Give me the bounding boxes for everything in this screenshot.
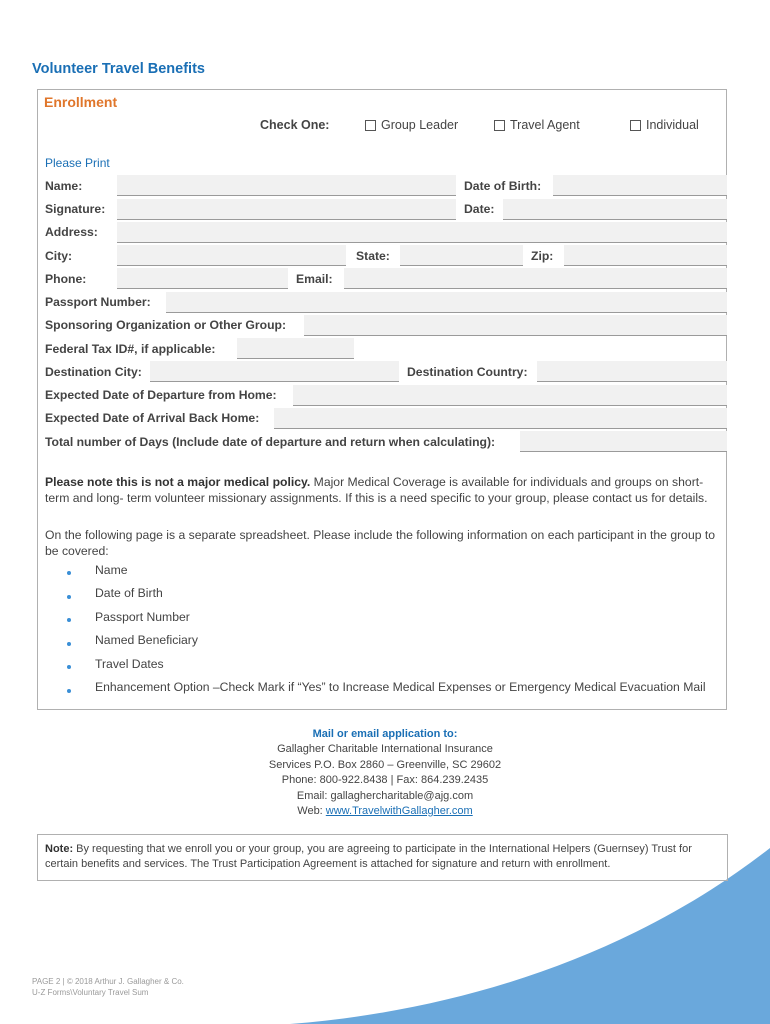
total-days-field[interactable] (520, 431, 727, 452)
web-line: Web: www.TravelwithGallagher.com (297, 805, 473, 817)
sponsor-label: Sponsoring Organization or Other Group: (45, 318, 287, 332)
mail-line: Services P.O. Box 2860 – Greenville, SC 29602 (268, 759, 502, 771)
mail-heading: Mail or email application to: (312, 728, 458, 740)
departure-label: Expected Date of Departure from Home: (45, 388, 277, 402)
dest-city-label: Destination City: (45, 365, 142, 379)
list-item: Date of Birth (95, 586, 163, 600)
email-field[interactable] (344, 268, 727, 289)
mail-line: Gallagher Charitable International Insurance (277, 743, 493, 755)
signature-field[interactable] (117, 199, 456, 220)
state-label: State: (356, 249, 390, 263)
checkbox[interactable] (630, 120, 641, 131)
bullet-dot (67, 618, 71, 622)
address-label: Address: (45, 225, 98, 239)
city-field[interactable] (117, 245, 346, 266)
check-one-label: Check One: (260, 118, 330, 132)
checkbox[interactable] (494, 120, 505, 131)
please-print-label: Please Print (45, 156, 110, 170)
date-field[interactable] (503, 199, 727, 220)
list-item: Enhancement Option –Check Mark if “Yes” to Increase Medical Expenses or Emergency Medical Evacuation Mail (95, 680, 706, 694)
option-individual[interactable]: Individual (630, 118, 699, 132)
spreadsheet-intro: On the following page is a separate spreadsheet. Please include the following information on each participant in the group to be covered: (45, 528, 716, 558)
name-label: Name: (45, 179, 83, 193)
tax-id-label: Federal Tax ID#, if applicable: (45, 342, 216, 356)
footer-line: U-Z Forms\Voluntary Travel Sum (32, 988, 149, 997)
website-link[interactable]: www.TravelwithGallagher.com (325, 805, 473, 817)
bullet-dot (67, 665, 71, 669)
state-field[interactable] (400, 245, 523, 266)
page-title: Volunteer Travel Benefits (32, 61, 205, 77)
zip-label: Zip: (531, 249, 554, 263)
tax-id-field[interactable] (237, 338, 354, 359)
checkbox[interactable] (365, 120, 376, 131)
dest-country-field[interactable] (537, 361, 727, 382)
dest-country-label: Destination Country: (407, 365, 528, 379)
option-travel-agent[interactable]: Travel Agent (494, 118, 580, 132)
passport-field[interactable] (166, 292, 727, 313)
mail-line: Phone: 800-922.8438 | Fax: 864.239.2435 (281, 774, 489, 786)
departure-field[interactable] (293, 385, 727, 406)
phone-label: Phone: (45, 272, 87, 286)
list-item: Travel Dates (95, 657, 164, 671)
enrollment-heading: Enrollment (44, 94, 118, 110)
mail-line: Email: gallaghercharitable@ajg.com (296, 790, 474, 802)
zip-field[interactable] (564, 245, 727, 266)
bullet-dot (67, 689, 71, 693)
arrival-label: Expected Date of Arrival Back Home: (45, 411, 260, 425)
sponsor-field[interactable] (304, 315, 727, 336)
medical-policy-notice: Please note this is not a major medical policy. Major Medical Coverage is available for individuals and groups on short-term and long- term volunteer missionary assignments. If this is a need specific to your group, please contact us for details. (45, 475, 708, 505)
list-item: Passport Number (95, 610, 190, 624)
footer-line: PAGE 2 | © 2018 Arthur J. Gallagher & Co. (32, 977, 184, 986)
dest-city-field[interactable] (150, 361, 399, 382)
bullet-dot (67, 571, 71, 575)
dob-field[interactable] (553, 175, 727, 196)
address-field[interactable] (117, 222, 727, 243)
city-label: City: (45, 249, 73, 263)
page-footer (32, 976, 184, 998)
name-field[interactable] (117, 175, 456, 196)
total-days-label: Total number of Days (Include date of departure and return when calculating): (45, 435, 496, 449)
bullet-dot (67, 642, 71, 646)
option-group-leader[interactable]: Group Leader (365, 118, 458, 132)
note-text: Note: By requesting that we enroll you or your group, you are agreeing to participate in the International Helpers (Guernsey) Trust for certain benefits and services. The Trust Participation Agreement is attached for signature and return with enrollment. (45, 843, 692, 870)
passport-label: Passport Number: (45, 295, 151, 309)
date-label: Date: (464, 202, 495, 216)
list-item: Name (95, 563, 128, 577)
list-item: Named Beneficiary (95, 633, 198, 647)
arrival-field[interactable] (274, 408, 727, 429)
phone-field[interactable] (117, 268, 288, 289)
email-label: Email: (296, 272, 333, 286)
dob-label: Date of Birth: (464, 179, 542, 193)
bullet-dot (67, 595, 71, 599)
signature-label: Signature: (45, 202, 106, 216)
